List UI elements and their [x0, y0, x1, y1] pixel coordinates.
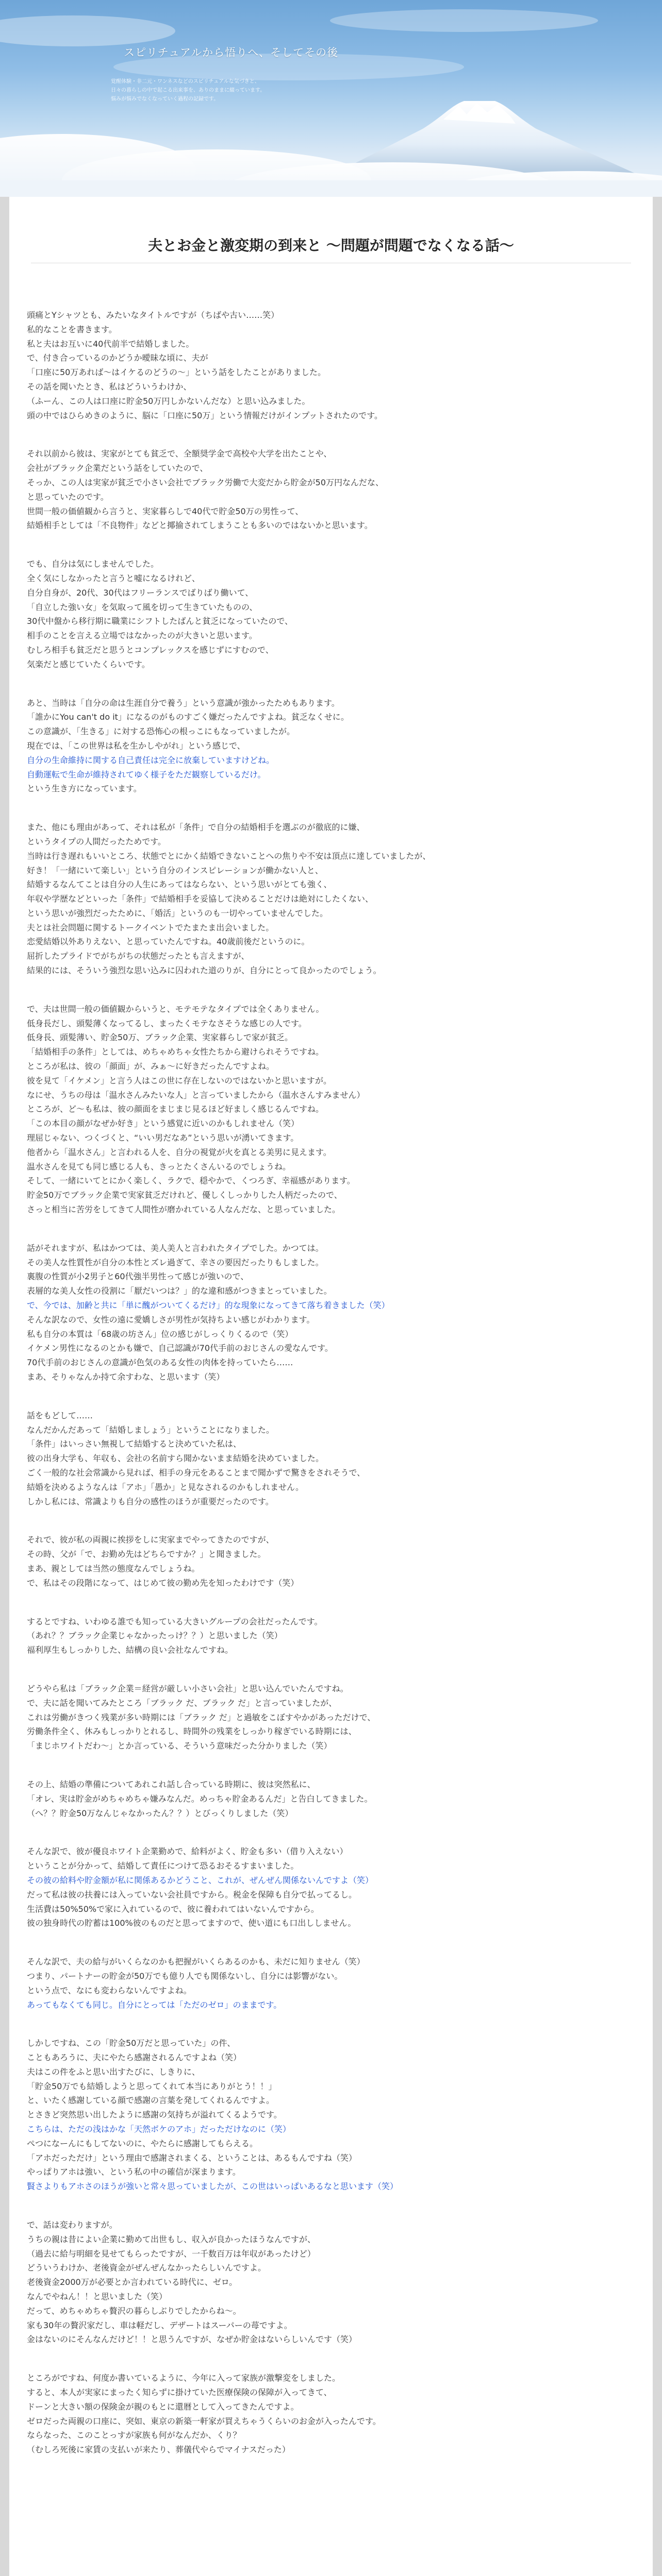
text-line: 低身長、頭髪薄い、貯金50万、ブラック企業、実家暮らしで家が貧乏。: [27, 1032, 293, 1043]
text-line: 頭の中ではひらめきのように、脳に「口座に50万」という情報だけがインプットされたのです。: [27, 410, 383, 420]
text-line: （あれ？？ブラック企業じゃなかったっけ？？）と思いました（笑）: [27, 1631, 283, 1641]
article-paragraph: [27, 1615, 635, 1657]
text-line: ごく一般的な社会常識から見れば、相手の身元をあることまで聞かずで驚きをされそうで、: [27, 1467, 366, 1478]
highlighted-text-line: で、今では、加齢と共に「単に醜がついてくるだけ」的な現象になってきて落ち着きました（笑）: [27, 1300, 390, 1311]
text-line: ところがですね、何度か書いているように、今年に入って家族が激撃変をしました。: [27, 2373, 341, 2383]
text-line: まあ、そりゃなんか持て余すわな、と思います（笑）: [27, 1372, 225, 1382]
text-line: また、他にも理由があって、それは私が「条件」で自分の結婚相手を選ぶのが徹底的に嫌、: [27, 822, 365, 833]
text-line: そして、一緒にいてとにかく楽しく、ラクで、穏やかで、くつろぎ、幸福感があります。: [27, 1176, 355, 1186]
text-line: 裏腹の性質が小2男子と60代強半男性って感じが強いので、: [27, 1272, 249, 1282]
text-line: それで、彼が私の両親に挨拶をしに実家までやってきたのですが、: [27, 1535, 274, 1545]
text-line: 「オレ、実は貯金がめちゃめちゃ嫌みなんだ。めっちゃ貯金あるんだ」と告白してきました。: [27, 1793, 373, 1804]
text-line: 夫とは社会問題に関するトークイベントでたまたま出会いました。: [27, 922, 274, 933]
article-paragraph: [27, 1777, 635, 1820]
text-line: しかし私には、常識よりも自分の感性のほうが重要だったのです。: [27, 1496, 274, 1506]
article-paragraph: [27, 447, 635, 533]
article-paragraph: [27, 308, 635, 422]
text-line: 会社がブラック企業だという話をしていたので、: [27, 463, 208, 473]
text-line: 結婚を決めるようなんは「アホ」「愚か」と見なされるのかもしれません。: [27, 1482, 304, 1492]
text-line: （ふーん、この人は口座に貯金50万円しかないんだな）と思い込みました。: [27, 396, 310, 406]
site-title[interactable]: スピリチュアルから悟りへ、そしてその後: [124, 46, 339, 59]
text-line: ならなった、このことっすが家族も何がなんだか、くり？: [27, 2430, 241, 2441]
text-line: 私も自分の本質は「68歳の坊さん」位の感じがしっくりくるので（笑）: [27, 1329, 293, 1339]
article-paragraph: [27, 557, 635, 671]
text-line: ところが、ど～も私は、彼の顔面をまじまじ見るほど好ましく感じるんですね。: [27, 1104, 324, 1114]
highlighted-text-line: 賢さよりもアホさのほうが強いと常々思っていましたが、この世はいっぱいあるなと思います（笑）: [27, 2181, 399, 2192]
text-line: 生活費は50%50%で家に入れているので、彼に養われてはいないんですから。: [27, 1904, 319, 1914]
text-line: 私と夫はお互いに40代前半で結婚しました。: [27, 338, 194, 349]
text-line: 恋愛結婚以外ありえない、と思っていたんですね。40歳前後だというのに。: [27, 937, 310, 947]
post-title: 夫とお金と激変期の到来と ～問題が問題でなくなる話～: [148, 236, 514, 254]
text-line: という思いが強烈だったために、「婚活」というのも一切やっていませんでした。: [27, 908, 328, 918]
text-line: 全く気にしなかったと言うと嘘になるけれど、: [27, 573, 201, 583]
article-paragraph: [27, 696, 635, 796]
text-line: それ以前から彼は、実家がとても貧乏で、全額奨学金で高校や大学を出たことや、: [27, 449, 332, 459]
text-line: その上、結婚の準備についてあれこれ話し合っている時期に、彼は突然私に、: [27, 1779, 316, 1789]
text-line: 低身長だし、頭髪薄くなってるし、まったくモテなさそうな感じの人です。: [27, 1018, 307, 1028]
text-line: 結果的には、そういう強烈な思い込みに囚われた道のりが、自分にとって良かったのでしょう。: [27, 965, 382, 976]
text-line: 理屈じゃない、つくづくと、“いい男だなあ”という思いが湧いてきます。: [27, 1133, 299, 1143]
text-line: 結婚するなんてことは自分の人生にあってはならない、という思いがとても強く、: [27, 879, 332, 890]
site-description: [111, 77, 400, 104]
text-line: 福利厚生もしっかりした、結構の良い会社なんですね。: [27, 1645, 234, 1655]
text-line: と思っていたのです。: [27, 492, 109, 502]
article-paragraph: [27, 1409, 635, 1509]
text-line: （へ？？貯金50万なんじゃなかったん？？）とびっくりしました（笑）: [27, 1808, 293, 1818]
text-line: 頭痛とYシャツとも、みたいなタイトルですが（ちばや古い……笑）: [27, 310, 279, 320]
text-line: という生き方になっています。: [27, 784, 142, 794]
text-line: 労働条件全く、休みもしっかりとれるし、時間外の残業をしっかり稼ぎでいる時期には、: [27, 1726, 357, 1737]
text-line: なにせ、うちの母は「温水さんみたいな人」と言っていましたから（温水さんすみません）: [27, 1090, 365, 1100]
text-line: うちの親は昔によい企業に勤めて出世もし、収入が良かったほうなんですが、: [27, 2234, 316, 2244]
text-line: その時、父が「で、お勤め先はどちらですか？」と聞きました。: [27, 1549, 266, 1560]
text-line: むしろ相手も貧乏だと思うとコンプレックスを感じずにすむので、: [27, 645, 274, 655]
text-line: ところが私は、彼の「顔面」が、みぁ～に好きだったんですよね。: [27, 1061, 275, 1072]
article-paragraph: [27, 1241, 635, 1384]
text-line: 現在では、「この世界は私を生かしやがれ」という感じで、: [27, 740, 245, 751]
article-paragraph: [27, 1002, 635, 1217]
text-line: その美人な性質性が自分の本性とズレ過ぎて、幸さの要因だったりもしました。: [27, 1257, 324, 1267]
text-line: するとですね、いわゆる誰でも知っている大きいグループの会社だったんです。: [27, 1616, 323, 1626]
text-line: ドーンと大きい額の保険金が親のもとに還暦として入ってきたんですよ。: [27, 2401, 299, 2412]
text-line: 相手のことを言える立場ではなかったのが大きいと思います。: [27, 631, 257, 641]
text-line: という点で、なにも変わらないんですよね。: [27, 1985, 192, 1995]
text-line: で、付き合っているのかどうか曖昧な頃に、夫が: [27, 353, 208, 363]
article-paragraph: [27, 2218, 635, 2347]
article-paragraph: [27, 820, 635, 978]
highlighted-text-line: 自動運転で生命が維持されてゆく様子をただ観察しているだけ。: [27, 769, 266, 779]
text-line: なんだかんだあって「結婚しましょう」ということになりました。: [27, 1425, 274, 1435]
article-paragraph: [27, 2371, 635, 2457]
article-paragraph: [27, 2036, 635, 2194]
text-line: 「自立した強い女」を気取って風を切って生きていたものの、: [27, 602, 258, 612]
text-line: つまり、パートナーの貯金が50万でも億り人でも関係ないし、自分には影響がない。: [27, 1971, 343, 1981]
text-line: これは労働がきつく残業が多い時期には「ブラック だ」と過敏をこぼすやかがあっただけで、: [27, 1712, 376, 1722]
highlighted-text-line: あってもなくても同じ。自分にとっては「ただのゼロ」のままです。: [27, 1999, 282, 2010]
text-line: 「まじホワイトだわ～」とか言っている、そういう意味だった分かりました（笑）: [27, 1741, 332, 1751]
article: [9, 197, 653, 2576]
text-line: ゼロだった両親の口座に、突如、東京の新築一軒家が買えちゃうくらいのお金が入ったんです。: [27, 2416, 381, 2426]
text-line: 「口座に50万あれば～はイケるのどうの～」という話をしたことがありました。: [27, 367, 326, 378]
text-line: 話をもどして……: [27, 1410, 93, 1420]
text-line: 話がそれますが、私はかつては、美人美人と言われたタイプでした。かつては。: [27, 1243, 324, 1253]
text-line: 結婚相手としては「不良物件」などと揶揄されてしまうことも多いのではないかと思います。: [27, 520, 373, 531]
site-header: [0, 0, 662, 197]
article-paragraph: [27, 1844, 635, 1930]
text-line: で、話は変わりますが。: [27, 2220, 118, 2230]
text-line: 他者から「温水さん」と言われる人を、自分の視覚が火を真とる美男に見えます。: [27, 1147, 332, 1157]
text-line: どうやら私は「ブラック企業＝経営が厳しい小さい会社」と思い込んでいたんですね。: [27, 1683, 349, 1693]
text-line: 私的なことを書きます。: [27, 324, 117, 334]
text-line: 「この本目の顔がなぜか好き」という感覚に近いのかもしれません（笑）: [27, 1118, 300, 1129]
text-line: 自分自身が、20代、30代はフリーランスでばりばり働いて、: [27, 587, 254, 598]
article-body: [27, 308, 635, 2481]
text-line: ぺつになーんにもしてないのに、やたらに感謝してもらえる。: [27, 2138, 258, 2148]
highlighted-text-line: 自分の生命維持に関する自己責任は完全に放棄していますけどね。: [27, 755, 275, 765]
text-line: 屈折したプライドでがちがちの状態だったとも言えますが、: [27, 951, 250, 961]
text-line: 彼の独身時代の貯蓄は100%彼のものだと思ってますので、使い道にも口出ししません。: [27, 1918, 356, 1928]
text-line: 夫はこの件をふと思い出すたびに、しきりに、: [27, 2066, 201, 2077]
text-line: 老後資金2000万が必要とか言われている時代に、ゼロ。: [27, 2277, 238, 2287]
text-line: で、夫に話を聞いてみたところ「ブラック だ、ブラック だ」と言っていましたが、: [27, 1698, 337, 1708]
article-paragraph: [27, 1682, 635, 1753]
text-line: 温水さんを見ても同じ感じる人も、きっとたくさんいるのでしょうね。: [27, 1161, 291, 1172]
text-line: だって、めちゃめちゃ贅沢の暮らしぶりでしたからね～。: [27, 2306, 241, 2316]
highlighted-text-line: その彼の給料や貯金額が私に関係あるかどうこと、これが、ぜんぜん関係ないんですよ（笑）: [27, 1875, 374, 1885]
text-line: というタイプの人間だったためです。: [27, 836, 166, 846]
text-line: （むしろ死後に家賃の支払いが来たり、葬儀代やらでマイナスだった）: [27, 2445, 290, 2455]
text-line: 「アホだっただけ」という理由で感謝されまくる、ということは、あるもんですね（笑）: [27, 2153, 357, 2163]
text-line: なんでやねん！！と思いました（笑）: [27, 2292, 168, 2302]
article-paragraph: [27, 1533, 635, 1590]
text-line: 彼の出身大学も、年収も、会社の名前すら聞かないまま結婚を決めていました。: [27, 1453, 324, 1464]
text-line: その話を聞いたとき、私はどういうわけか、: [27, 381, 192, 392]
text-line: そんな訳で、夫の給与がいくらなのかも把握がいくらあるのかも、未だに知りません（笑）: [27, 1957, 365, 1967]
article-paragraph: [27, 1955, 635, 2012]
text-line: と、いたく感謝している顔で感謝の言葉を発してくれるんですよ。: [27, 2095, 275, 2106]
text-line: でも、自分は気にしませんでした。: [27, 559, 159, 569]
text-line: 「結婚相手の条件」としては、めちゃめちゃ女性たちから避けられそうですね。: [27, 1047, 324, 1057]
text-line: まあ、親としては当然の態度なんでしょうね。: [27, 1563, 200, 1573]
text-line: 年収や学歴などといった「条件」で結婚相手を妥協して決めることだけは絶対にしたくない、: [27, 894, 374, 904]
text-line: で、夫は世間一般の価値観からいうと、モテモテなタイプでは全くありません。: [27, 1004, 324, 1014]
text-line: 好き！「一緒にいて楽しい」という自分のインスピレーションが働かない人と、: [27, 865, 323, 875]
text-line: しかしですね、この「貯金50万だと思っていた」の件、: [27, 2038, 236, 2048]
text-line: イケメン男性になるのとかも嫌で、自己認識が70代手前のおじさんの愛なんです。: [27, 1343, 333, 1353]
text-line: 当時は行き遅れもいいところ、状態でとにかく結婚できないことへの焦りや不安は頂点に達していましたが、: [27, 851, 431, 861]
text-line: 家も30年の贅沢家だし、車は軽だし、デザートはスーパーの苺ですよ。: [27, 2320, 292, 2330]
text-line: 「貯金50万でも結婚しようと思ってくれて本当にありがとう！！」: [27, 2081, 277, 2091]
text-line: で、私はその段階になって、はじめて彼の勤め先を知ったわけです（笑）: [27, 1578, 299, 1588]
site-description-line: 覚醒体験・非二元・ワンネスなどのスピリチュアルな気づきと、: [111, 79, 260, 84]
text-line: ということが分かって、結婚して責任につけて恐るおそるすまいました。: [27, 1861, 299, 1871]
text-line: （過去に給与明細を見せてもらったですが、一千数百万は年収があったけど）: [27, 2248, 316, 2259]
text-line: さっと相当に苦労をしてきて人間性が磨かれている人なんだな、と思っていました。: [27, 1205, 341, 1215]
text-line: こともあろうに、夫にやたら感謝されるんですよね（笑）: [27, 2053, 242, 2063]
text-line: 表層的な美人女性の役割に「厭だいつは？」的な違和感がつきまとっていました。: [27, 1286, 332, 1296]
text-line: どういうわけか、老後資金がぜんぜんなかったらしいんですよ。: [27, 2263, 267, 2273]
text-line: とさきど突然思い出したように感謝の気持ちが溢れてくるようです。: [27, 2110, 282, 2120]
text-line: 70代手前のおじさんの意識が色気のある女性の肉体を持っていたら……: [27, 1358, 293, 1368]
text-line: そんな訳で、彼が優良ホワイト企業勤めで、給料がよく、貯金も多い（借り入えない）: [27, 1846, 348, 1857]
text-line: あと、当時は「自分の命は生涯自分で養う」という意識が強かったためもあります。: [27, 698, 340, 708]
text-line: だって私は彼の扶養には入っていない会社員ですから。税金を保障も自分で払ってるし。: [27, 1889, 357, 1900]
highlighted-text-line: こちらは、ただの浅はかな「天然ボケのアホ」だっただけなのに（笑）: [27, 2124, 291, 2134]
text-line: 彼を見て「イケメン」と言う人はこの世に存在しないのではないかと思いますが。: [27, 1075, 332, 1086]
site-description-line: 悩みが悩みでなくなっていく過程の記録です。: [111, 96, 219, 102]
text-line: この意識が、「生きる」に対する恐怖心の根っこにもなっていましたが。: [27, 726, 295, 737]
text-line: 貯金50万でブラック企業で実家貧乏だけれど、優しくしっかりした人柄だったので、: [27, 1190, 342, 1200]
text-line: 30代中盤から移行期に職業にシフトしたばんと貧乏になっていたので、: [27, 616, 293, 626]
text-line: 「誰かにYou can't do it」になるのがものすごく嫌だったんですよね。貧乏なくせに。: [27, 712, 349, 722]
text-line: 気楽だと感じていたくらいです。: [27, 659, 150, 669]
text-line: やっぱりアホは強い、という私の中の確信が深まります。: [27, 2167, 241, 2177]
text-line: 世間一般の価値観から言うと、実家暮らしで40代で貯金50万の男性って、: [27, 506, 304, 516]
text-line: そんな訳なので、女性の遠に愛嬌しさが男性が気持ちよい感じがわかります。: [27, 1314, 315, 1325]
site-description-line: 日々の暮らしの中で起こる出来事を、ありのままに綴っています。: [111, 88, 266, 93]
text-line: すると、本人が実家にまったく知らずに掛けていた医療保険の保障が入ってきて、: [27, 2387, 332, 2398]
text-line: 「条件」はいっさい無視して結婚すると決めていた私は、: [27, 1439, 242, 1449]
text-line: そっか、この人は実家が貧乏で小さい会社でブラック労働で大変だから貯金が50万円なんだな、: [27, 477, 384, 487]
text-line: 金はないのにそんなんだけど！！と思うんですが、なぜか貯金はないらしいんです（笑）: [27, 2334, 357, 2345]
